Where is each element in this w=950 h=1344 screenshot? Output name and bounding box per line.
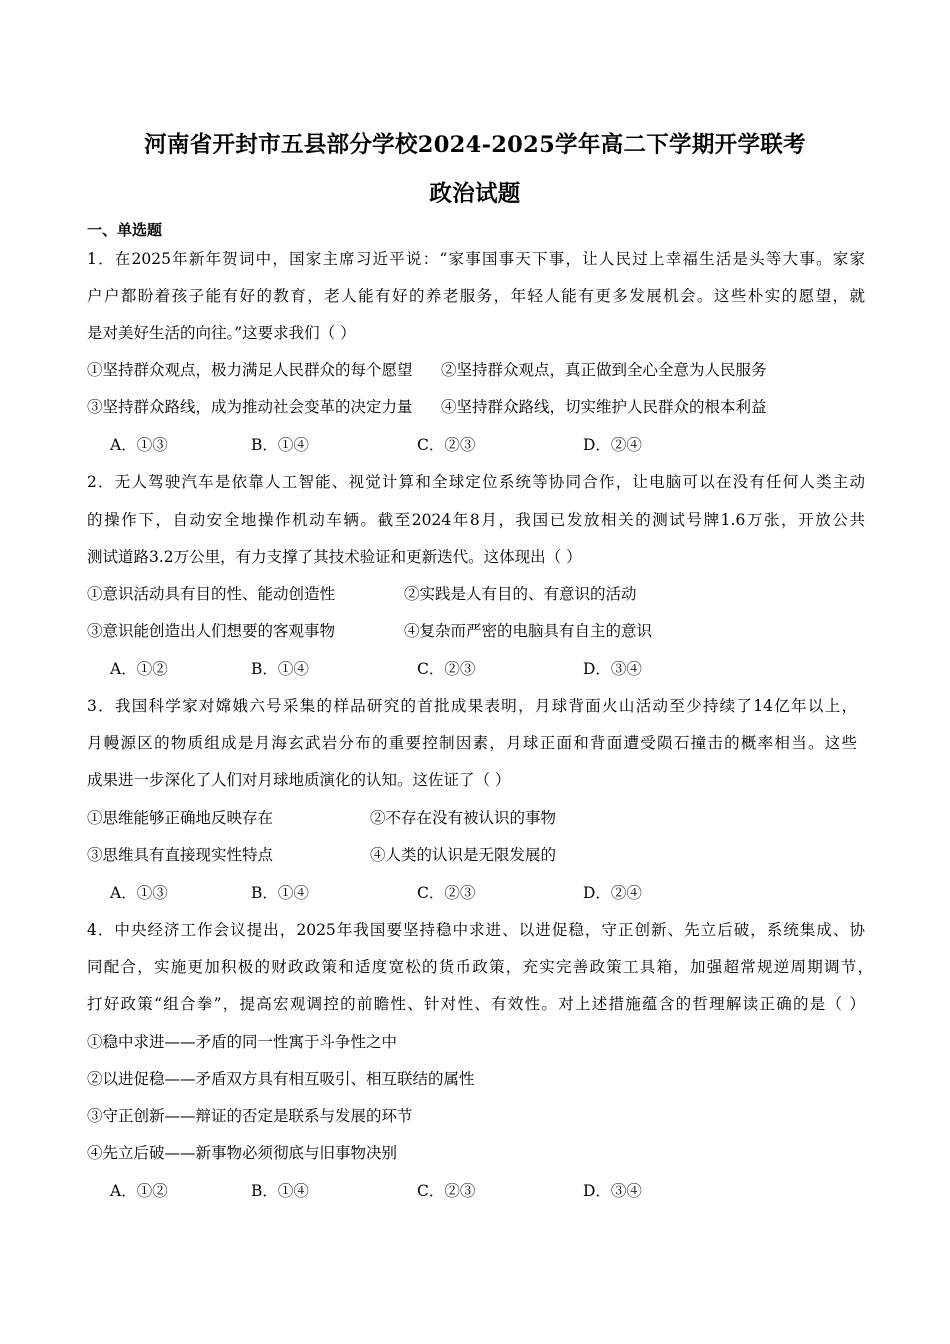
question-2-answer-b: B．①④ — [251, 660, 309, 678]
question-4-option-1: ①稳中求进——矛盾的同一性寓于斗争性之中 — [87, 1033, 398, 1051]
question-4-stem-line-3: 打好政策“组合拳”，提高宏观调控的前瞻性、针对性、有效性。对上述措施蕴含的哲理解读正确的是（ ） — [87, 995, 865, 1013]
question-1-answer-c: C．②③ — [417, 436, 476, 454]
question-2-stem-line-3: 测试道路3.2万公里，有力支撑了其技术验证和更新迭代。这体现出（ ） — [87, 548, 582, 566]
question-4-answer-c: C．②③ — [417, 1182, 476, 1200]
question-1-answer-a: A．①③ — [110, 436, 168, 454]
question-2-option-4: ④复杂而严密的电脑具有自主的意识 — [404, 622, 653, 640]
document-subtitle: 政治试题 — [429, 181, 521, 207]
question-3-answer-c: C．②③ — [417, 884, 476, 902]
question-3-option-2: ②不存在没有被认识的事物 — [370, 809, 557, 827]
question-1-stem-line-2: 户户都盼着孩子能有好的教育，老人能有好的养老服务，年轻人能有更多发展机会。这些朴实的愿望，就 — [87, 287, 865, 305]
section-heading: 一、单选题 — [87, 221, 163, 239]
question-3-option-4: ④人类的认识是无限发展的 — [370, 846, 557, 864]
question-1-stem-line-1: 1．在2025年新年贺词中，国家主席习近平说：“家事国事天下事，让人民过上幸福生活是头等大事。家家 — [87, 250, 865, 268]
question-4-answer-a: A．①② — [110, 1182, 168, 1200]
question-2-option-2: ②实践是人有目的、有意识的活动 — [404, 585, 637, 603]
question-3-option-3: ③思维具有直接现实性特点 — [87, 846, 274, 864]
question-2-option-3: ③意识能创造出人们想要的客观事物 — [87, 622, 336, 640]
question-4-answer-d: D．③④ — [583, 1182, 642, 1200]
question-4-answer-b: B．①④ — [251, 1182, 309, 1200]
question-4-option-3: ③守正创新——辩证的否定是联系与发展的环节 — [87, 1107, 413, 1125]
question-4-stem-line-1: 4．中央经济工作会议提出，2025年我国要坚持稳中求进、以进促稳，守正创新、先立后破，系统集成、协 — [87, 921, 865, 939]
question-3-answer-b: B．①④ — [251, 884, 309, 902]
question-3-answer-d: D．②④ — [583, 884, 642, 902]
question-3-option-1: ①思维能够正确地反映存在 — [87, 809, 274, 827]
question-3-answer-a: A．①③ — [110, 884, 168, 902]
question-1-option-4: ④坚持群众路线，切实维护人民群众的根本利益 — [441, 398, 767, 416]
question-2-answer-a: A．①② — [110, 660, 168, 678]
document-title: 河南省开封市五县部分学校2024-2025学年高二下学期开学联考 — [144, 132, 806, 158]
question-1-stem-line-3: 是对美好生活的向往。”这要求我们（ ） — [87, 324, 356, 342]
question-3-stem-line-1: 3．我国科学家对嫦娥六号采集的样品研究的首批成果表明，月球背面火山活动至少持续了14亿年以上， — [87, 697, 857, 715]
question-3-stem-line-3: 成果进一步深化了人们对月球地质演化的认知。这佐证了（ ） — [87, 771, 511, 789]
question-2-answer-d: D．③④ — [583, 660, 642, 678]
question-4-option-4: ④先立后破——新事物必须彻底与旧事物决别 — [87, 1144, 398, 1162]
question-1-option-1: ①坚持群众观点，极力满足人民群众的每个愿望 — [87, 361, 413, 379]
question-1-option-3: ③坚持群众路线，成为推动社会变革的决定力量 — [87, 398, 413, 416]
question-2-answer-c: C．②③ — [417, 660, 476, 678]
question-1-answer-d: D．②④ — [583, 436, 642, 454]
question-2-stem-line-1: 2．无人驾驶汽车是依靠人工智能、视觉计算和全球定位系统等协同合作，让电脑可以在没有任何人类主动 — [87, 473, 865, 491]
question-4-stem-line-2: 同配合，实施更加积极的财政政策和适度宽松的货币政策，充实完善政策工具箱，加强超常规逆周期调节， — [87, 958, 873, 976]
question-2-stem-line-2: 的操作下，自动安全地操作机动车辆。截至2024年8月，我国已发放相关的测试号牌1.6万张，开放公共 — [87, 511, 865, 529]
question-3-stem-line-2: 月幔源区的物质组成是月海玄武岩分布的重要控制因素，月球正面和背面遭受陨石撞击的概率相当。这些 — [87, 734, 857, 752]
question-1-option-2: ②坚持群众观点，真正做到全心全意为人民服务 — [441, 361, 767, 379]
question-2-option-1: ①意识活动具有目的性、能动创造性 — [87, 585, 336, 603]
question-1-answer-b: B．①④ — [251, 436, 309, 454]
question-4-option-2: ②以进促稳——矛盾双方具有相互吸引、相互联结的属性 — [87, 1070, 475, 1088]
